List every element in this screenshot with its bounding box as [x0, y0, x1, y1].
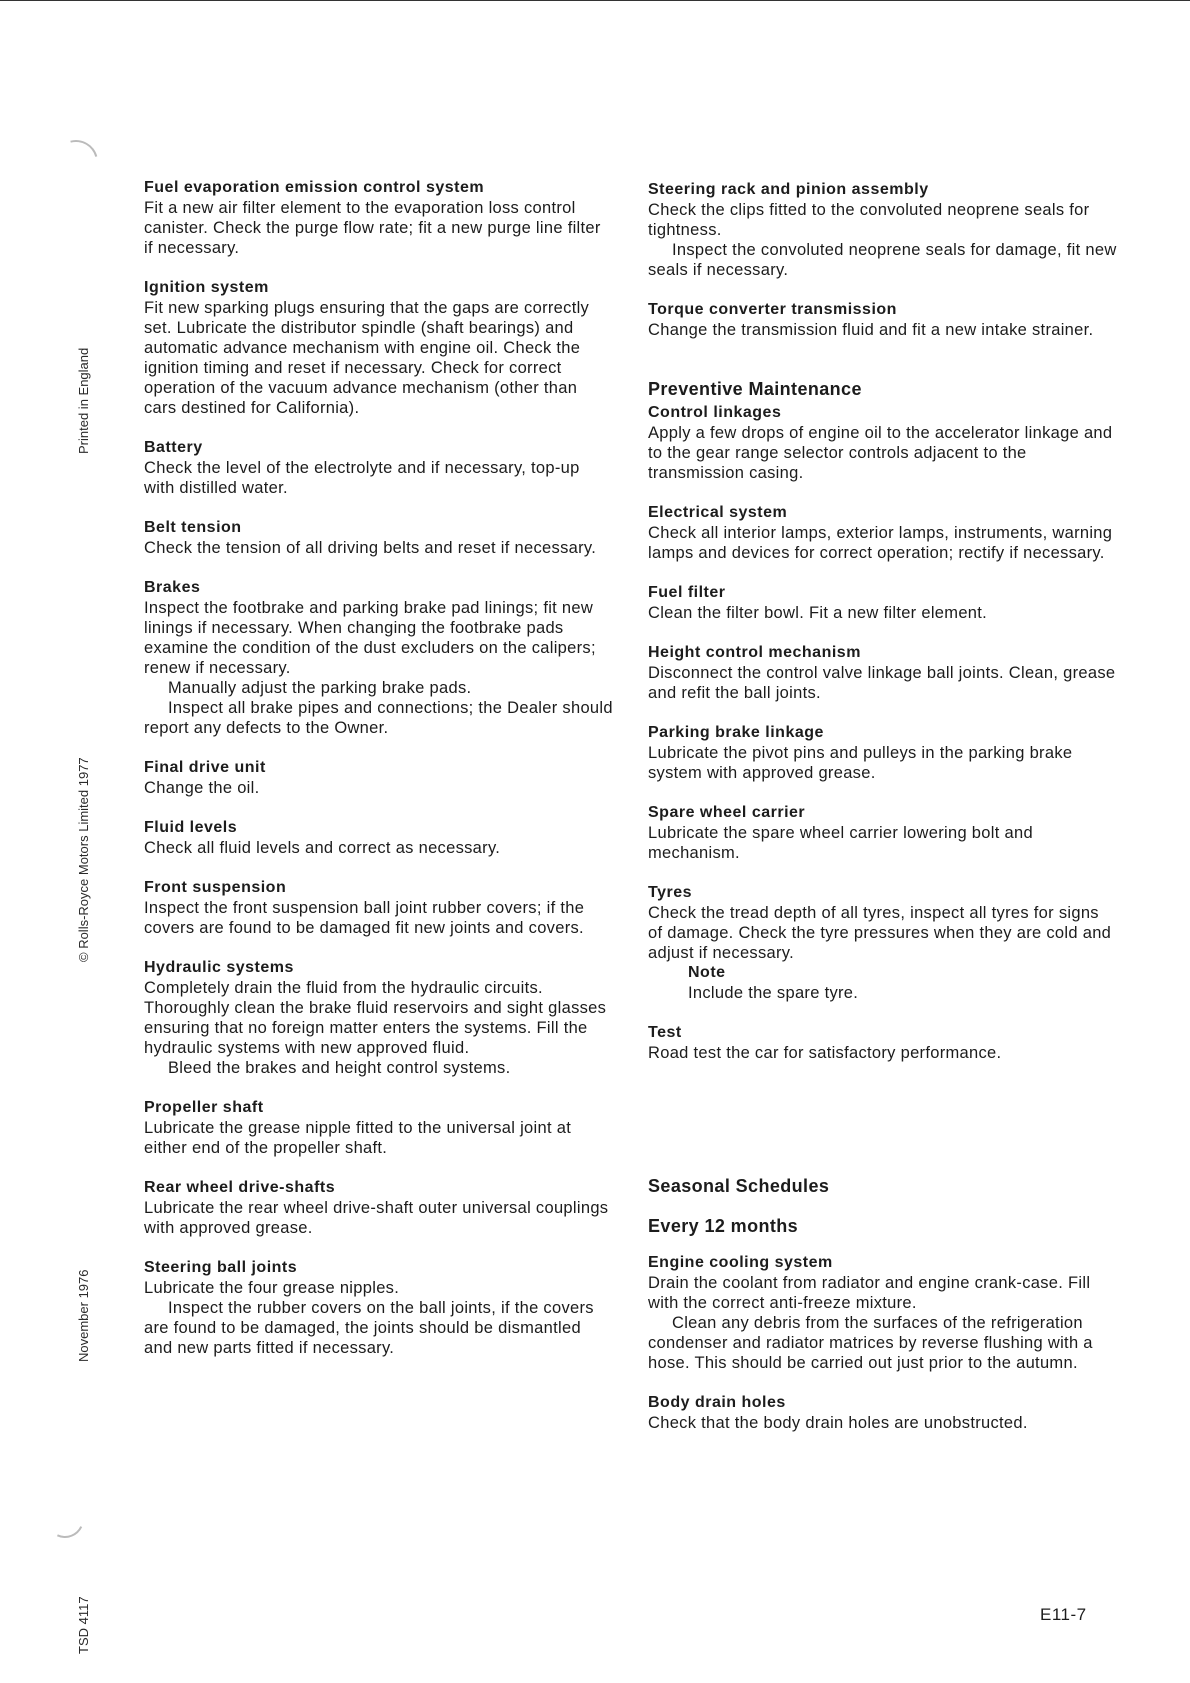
section-body: [648, 523, 1118, 563]
section: [648, 723, 1118, 783]
section-heading: Final drive unit: [144, 759, 266, 776]
section-body: [648, 1413, 1118, 1433]
section: [144, 278, 614, 418]
section-body: [648, 823, 1118, 863]
section: [648, 1253, 1118, 1373]
section-heading: Fuel filter: [648, 584, 726, 601]
section-heading: Spare wheel carrier: [648, 804, 806, 821]
section-body: [144, 538, 614, 558]
paragraph: Change the transmission fluid and fit a new intake strainer.: [648, 321, 1094, 339]
paragraph: Fit a new air filter element to the evaporation loss control canister. Check the purge flow rate; fit a new purge line filter if necessary.: [144, 199, 601, 257]
section-body: [144, 898, 614, 938]
section-heading: Steering ball joints: [144, 1259, 298, 1276]
paragraph: Manually adjust the parking brake pads.: [168, 679, 472, 697]
paragraph: Change the oil.: [144, 779, 260, 797]
paragraph: Lubricate the four grease nipples.: [144, 1279, 400, 1297]
paragraph: Inspect the convoluted neoprene seals for damage, fit new seals if necessary.: [648, 241, 1117, 279]
paragraph: Disconnect the control valve linkage ball joints. Clean, grease and refit the ball joints.: [648, 664, 1116, 702]
section: [648, 300, 1118, 340]
section-body: [144, 198, 614, 258]
paragraph: Lubricate the spare wheel carrier lowering bolt and mechanism.: [648, 824, 1033, 862]
note-block: [648, 963, 1118, 1003]
section-body: [144, 978, 614, 1078]
note-text: Include the spare tyre.: [688, 984, 859, 1002]
issue-date: November 1976: [76, 1269, 91, 1362]
page-number: E11-7: [1040, 1605, 1087, 1624]
paragraph: Road test the car for satisfactory performance.: [648, 1044, 1002, 1062]
section: [144, 878, 614, 938]
section-heading: Engine cooling system: [648, 1254, 833, 1271]
paragraph: Inspect the footbrake and parking brake pad linings; fit new linings if necessary. When changing the footbrake pads examine the condition of the dust excluders on the calipers; renew if necessary.: [144, 599, 596, 677]
section: [144, 1258, 614, 1358]
paragraph: Fit new sparking plugs ensuring that the gaps are correctly set. Lubricate the distributor spindle (shaft bearings) and automatic advance mechanism with engine oil. Check the ignition timing and reset if necessary. Check for correct operation of the vacuum advance mechanism (other than cars destined for California).: [144, 299, 590, 417]
section: [648, 1393, 1118, 1433]
paragraph: Lubricate the grease nipple fitted to the universal joint at either end of the propeller shaft.: [144, 1119, 572, 1157]
paragraph: Completely drain the fluid from the hydraulic circuits. Thoroughly clean the brake fluid reservoirs and sight glasses ensuring that no foreign matter enters the systems. Fill the hydraulic systems with new approved fluid.: [144, 979, 607, 1057]
paragraph: Check the tread depth of all tyres, inspect all tyres for signs of damage. Check the tyre pressures when they are cold and adjust if necessary.: [648, 904, 1112, 962]
section-body: [144, 1118, 614, 1158]
section-heading: Fluid levels: [144, 819, 238, 836]
paragraph: Clean any debris from the surfaces of the refrigeration condenser and radiator matrices by reverse flushing with a hose. This should be carried out just prior to the autumn.: [648, 1314, 1093, 1372]
section: [144, 438, 614, 498]
top-edge-rule: [0, 0, 1190, 1]
section-heading: Ignition system: [144, 279, 269, 296]
section-heading: Control linkages: [648, 404, 782, 421]
paragraph: Check all fluid levels and correct as necessary.: [144, 839, 501, 857]
section-body: [144, 778, 614, 798]
section-body: [648, 320, 1118, 340]
section-heading: Body drain holes: [648, 1394, 786, 1411]
document-reference: TSD 4117: [76, 1596, 91, 1654]
section: [144, 818, 614, 858]
section: [144, 578, 614, 738]
preventive-maintenance-title: Preventive Maintenance: [648, 379, 862, 399]
paragraph: Inspect the rubber covers on the ball joints, if the covers are found to be damaged, the joints should be dismantled and new parts fitted if necessary.: [144, 1299, 594, 1357]
section-body: [648, 200, 1118, 280]
section-body: [648, 903, 1118, 1003]
paragraph: Check that the body drain holes are unobstructed.: [648, 1414, 1028, 1432]
seasonal-schedules-title: Seasonal Schedules: [648, 1176, 830, 1196]
section: [648, 1023, 1118, 1063]
paragraph: Lubricate the pivot pins and pulleys in the parking brake system with approved grease.: [648, 744, 1073, 782]
paragraph: Drain the coolant from radiator and engine crank-case. Fill with the correct anti-freeze mixture.: [648, 1274, 1091, 1312]
section: [648, 180, 1118, 280]
section-heading: Propeller shaft: [144, 1099, 264, 1116]
section-heading: Height control mechanism: [648, 644, 861, 661]
every-12-months-subtitle: Every 12 months: [648, 1216, 799, 1236]
section-heading: Hydraulic systems: [144, 959, 294, 976]
section: [144, 958, 614, 1078]
section-body: [144, 298, 614, 418]
section: [648, 643, 1118, 703]
right-column: [648, 180, 1118, 1453]
section-heading: Parking brake linkage: [648, 724, 824, 741]
section-heading: Steering rack and pinion assembly: [648, 181, 929, 198]
section-body: [144, 458, 614, 498]
printed-in-note: Printed in England: [76, 347, 91, 454]
section: [648, 803, 1118, 863]
section-body: [648, 1273, 1118, 1373]
section-body: [648, 1043, 1118, 1063]
paragraph: Apply a few drops of engine oil to the accelerator linkage and to the gear range selector controls adjacent to the transmission casing.: [648, 424, 1113, 482]
section: [144, 518, 614, 558]
paragraph: Inspect all brake pipes and connections; the Dealer should report any defects to the Owner.: [144, 699, 613, 737]
section-heading: Electrical system: [648, 504, 788, 521]
section: [648, 403, 1118, 483]
section-heading: Battery: [144, 439, 203, 456]
section-body: [144, 838, 614, 858]
section: [144, 1178, 614, 1238]
paragraph: Lubricate the rear wheel drive-shaft outer universal couplings with approved grease.: [144, 1199, 609, 1237]
paragraph: Check the tension of all driving belts and reset if necessary.: [144, 539, 597, 557]
left-column: [144, 178, 614, 1378]
section-heading: Front suspension: [144, 879, 287, 896]
note-label: Note: [688, 964, 726, 981]
copyright-notice: © Rolls-Royce Motors Limited 1977: [76, 757, 91, 962]
section: [648, 583, 1118, 623]
section: [144, 758, 614, 798]
section-body: [648, 603, 1118, 623]
section-body: [144, 1278, 614, 1358]
section-heading: Test: [648, 1024, 682, 1041]
section-body: [144, 598, 614, 738]
section-heading: Tyres: [648, 884, 693, 901]
section-heading: Fuel evaporation emission control system: [144, 179, 485, 196]
paragraph: Clean the filter bowl. Fit a new filter element.: [648, 604, 988, 622]
section: [648, 503, 1118, 563]
section-heading: Rear wheel drive-shafts: [144, 1179, 336, 1196]
section: [648, 883, 1118, 1003]
section-heading: Belt tension: [144, 519, 242, 536]
paragraph: Check the clips fitted to the convoluted neoprene seals for tightness.: [648, 201, 1090, 239]
section-body: [648, 743, 1118, 783]
paragraph: Check the level of the electrolyte and if necessary, top-up with distilled water.: [144, 459, 580, 497]
section-heading: Brakes: [144, 579, 201, 596]
paragraph: Inspect the front suspension ball joint rubber covers; if the covers are found to be damaged fit new joints and covers.: [144, 899, 585, 937]
section-body: [648, 663, 1118, 703]
section: [144, 1098, 614, 1158]
paragraph: Bleed the brakes and height control systems.: [168, 1059, 511, 1077]
section-heading: Torque converter transmission: [648, 301, 897, 318]
punch-hole-mark-bottom: [41, 1495, 90, 1544]
section-body: [648, 423, 1118, 483]
section-body: [144, 1198, 614, 1238]
paragraph: Check all interior lamps, exterior lamps, instruments, warning lamps and devices for correct operation; rectify if necessary.: [648, 524, 1113, 562]
punch-hole-mark-top: [46, 132, 106, 192]
section: [144, 178, 614, 258]
